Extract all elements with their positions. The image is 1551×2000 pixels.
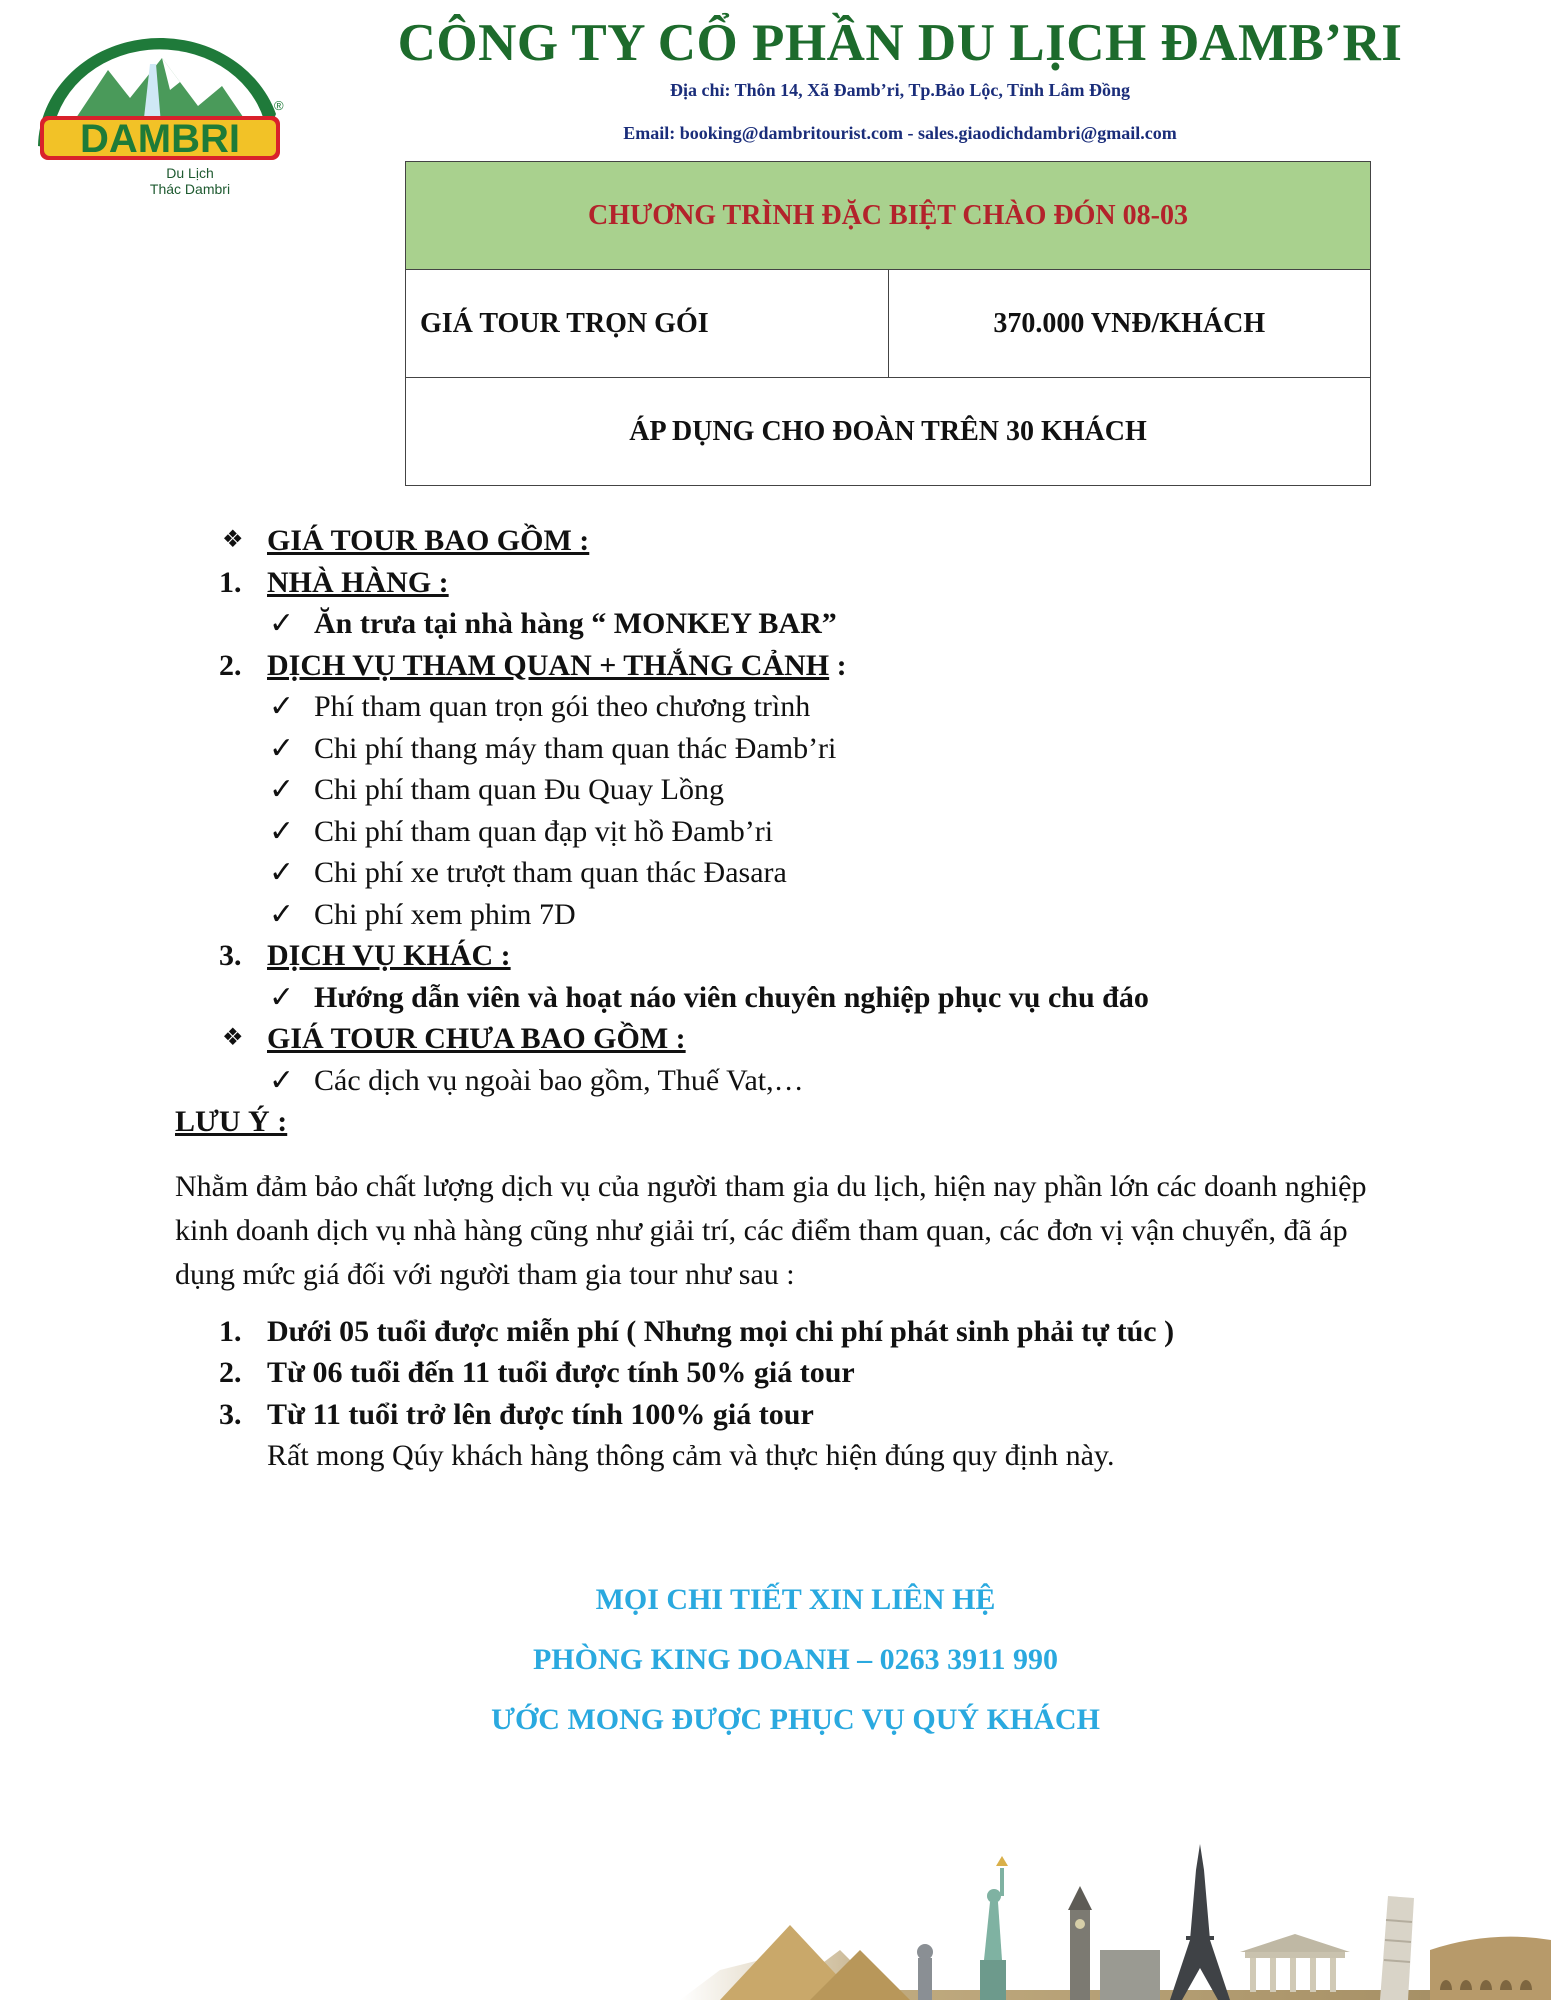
check-icon: ✓ <box>269 690 295 723</box>
section-number: 1. <box>219 565 242 599</box>
list-item-text: Các dịch vụ ngoài bao gồm, Thuế Vat,… <box>314 1063 804 1097</box>
big-ben-icon <box>1068 1886 1092 2000</box>
list-item-text: Ăn trưa tại nhà hàng “ MONKEY BAR” <box>314 607 837 640</box>
list-item-text: Chi phí thang máy tham quan thác Đamb’ri <box>314 731 837 765</box>
includes-heading-row <box>175 520 1375 562</box>
colosseum-icon <box>1430 1937 1551 2000</box>
diamond-bullet-icon: ❖ <box>222 1025 244 1051</box>
promo-title: CHƯƠNG TRÌNH ĐẶC BIỆT CHÀO ĐÓN 08-03 <box>406 162 1371 270</box>
check-icon: ✓ <box>269 980 295 1014</box>
price-label: GIÁ TOUR TRỌN GÓI <box>406 270 889 378</box>
check-icon: ✓ <box>269 607 295 640</box>
rule-text: Từ 11 tuổi trở lên được tính 100% giá tour <box>267 1397 814 1431</box>
company-email: Email: booking@dambritourist.com - sales.giaodichdambri@gmail.com <box>623 123 1177 143</box>
list-item <box>175 894 1375 936</box>
list-item <box>175 811 1375 853</box>
list-item-text: Hướng dẫn viên và hoạt náo viên chuyên nghiệp phục vụ chu đáo <box>314 980 1149 1014</box>
rule-number: 3. <box>219 1397 242 1431</box>
rule-text: Từ 06 tuổi đến 11 tuổi được tính 50% giá tour <box>267 1356 855 1389</box>
closing-row <box>175 1435 1375 1477</box>
list-item-text: Chi phí xem phim 7D <box>314 897 576 931</box>
includes-heading: GIÁ TOUR BAO GỒM : <box>267 524 590 557</box>
eiffel-tower-icon <box>1170 1844 1230 2000</box>
rule-row <box>175 1394 1375 1436</box>
rule-number: 1. <box>219 1314 242 1348</box>
check-icon: ✓ <box>269 856 295 889</box>
contact-line: PHÒNG KING DOANH – 0263 3911 990 <box>532 1643 1058 1676</box>
check-icon: ✓ <box>269 773 295 806</box>
world-landmarks-illustration <box>680 1840 1551 2000</box>
logo-sub2: Thác Dambri <box>149 181 231 197</box>
registered-mark: ® <box>274 98 284 113</box>
list-item-text: Chi phí xe trượt tham quan thác Đasara <box>314 856 787 889</box>
rule-row <box>175 1352 1375 1394</box>
check-icon: ✓ <box>269 731 295 765</box>
company-address: Địa chỉ: Thôn 14, Xã Đamb’ri, Tp.Bảo Lộc, Tỉnh Lâm Đồng <box>669 80 1131 100</box>
list-item <box>175 686 1375 728</box>
check-icon: ✓ <box>269 897 295 931</box>
contact-line: MỌI CHI TIẾT XIN LIÊN HỆ <box>595 1583 996 1616</box>
list-item <box>175 1060 1375 1102</box>
list-item <box>175 769 1375 811</box>
section-number: 2. <box>219 648 242 682</box>
statue-of-liberty-icon <box>980 1856 1008 2000</box>
leaning-tower-icon <box>1380 1896 1414 2000</box>
note-heading-row <box>175 1101 1375 1143</box>
note-paragraph: Nhằm đảm bảo chất lượng dịch vụ của người tham gia du lịch, hiện nay phần lớn các doanh nghiệp kinh doanh dịch vụ nhà hàng cũng như giải trí, các điểm tham quan, các đơn vị vận chuyển, đã áp dụng mức giá đối với người tham gia tour như sau : <box>175 1169 1367 1291</box>
closing-text: Rất mong Qúy khách hàng thông cảm và thực hiện đúng quy định này. <box>267 1439 1115 1472</box>
price-value: 370.000 VNĐ/KHÁCH <box>888 270 1371 378</box>
note-heading: LƯU Ý : <box>175 1105 288 1138</box>
section-row <box>175 935 1375 977</box>
apply-condition: ÁP DỤNG CHO ĐOÀN TRÊN 30 KHÁCH <box>406 378 1371 486</box>
parthenon-icon <box>1240 1934 1350 1992</box>
logo-sub1: Du Lịch <box>166 165 214 181</box>
rule-text: Dưới 05 tuổi được miễn phí ( Nhưng mọi chi phí phát sinh phải tự túc ) <box>267 1314 1175 1348</box>
list-item <box>175 728 1375 770</box>
dambri-logo <box>30 28 290 198</box>
list-item-text: Chi phí tham quan đạp vịt hồ Đamb’ri <box>314 814 774 848</box>
section-title: DỊCH VỤ THAM QUAN + THẮNG CẢNH <box>267 648 830 682</box>
section-title: NHÀ HÀNG : <box>267 565 449 599</box>
section-row <box>175 645 1375 687</box>
tour-content <box>175 520 1375 1477</box>
section-title-suffix: : <box>829 648 847 682</box>
contact-block <box>0 1570 1551 1750</box>
list-item-text: Chi phí tham quan Đu Quay Lồng <box>314 773 724 806</box>
list-item <box>175 852 1375 894</box>
excludes-heading-row <box>175 1018 1375 1060</box>
company-name: CÔNG TY CỔ PHẦN DU LỊCH ĐAMB’RI <box>397 14 1403 72</box>
section-title: DỊCH VỤ KHÁC : <box>267 939 511 972</box>
list-item-text: Phí tham quan trọn gói theo chương trình <box>314 690 811 723</box>
diamond-bullet-icon: ❖ <box>222 527 244 553</box>
rule-number: 2. <box>219 1356 242 1389</box>
promo-table <box>405 161 1371 486</box>
check-icon: ✓ <box>269 1063 295 1097</box>
logo-brand-text: DAMBRI <box>80 117 240 161</box>
list-item <box>175 603 1375 645</box>
section-row <box>175 562 1375 604</box>
excludes-heading: GIÁ TOUR CHƯA BAO GỒM : <box>267 1022 686 1055</box>
rule-row <box>175 1311 1375 1353</box>
section-number: 3. <box>219 939 242 972</box>
company-header <box>360 12 1440 144</box>
contact-line: ƯỚC MONG ĐƯỢC PHỤC VỤ QUÝ KHÁCH <box>491 1703 1100 1736</box>
list-item <box>175 977 1375 1019</box>
check-icon: ✓ <box>269 814 295 848</box>
